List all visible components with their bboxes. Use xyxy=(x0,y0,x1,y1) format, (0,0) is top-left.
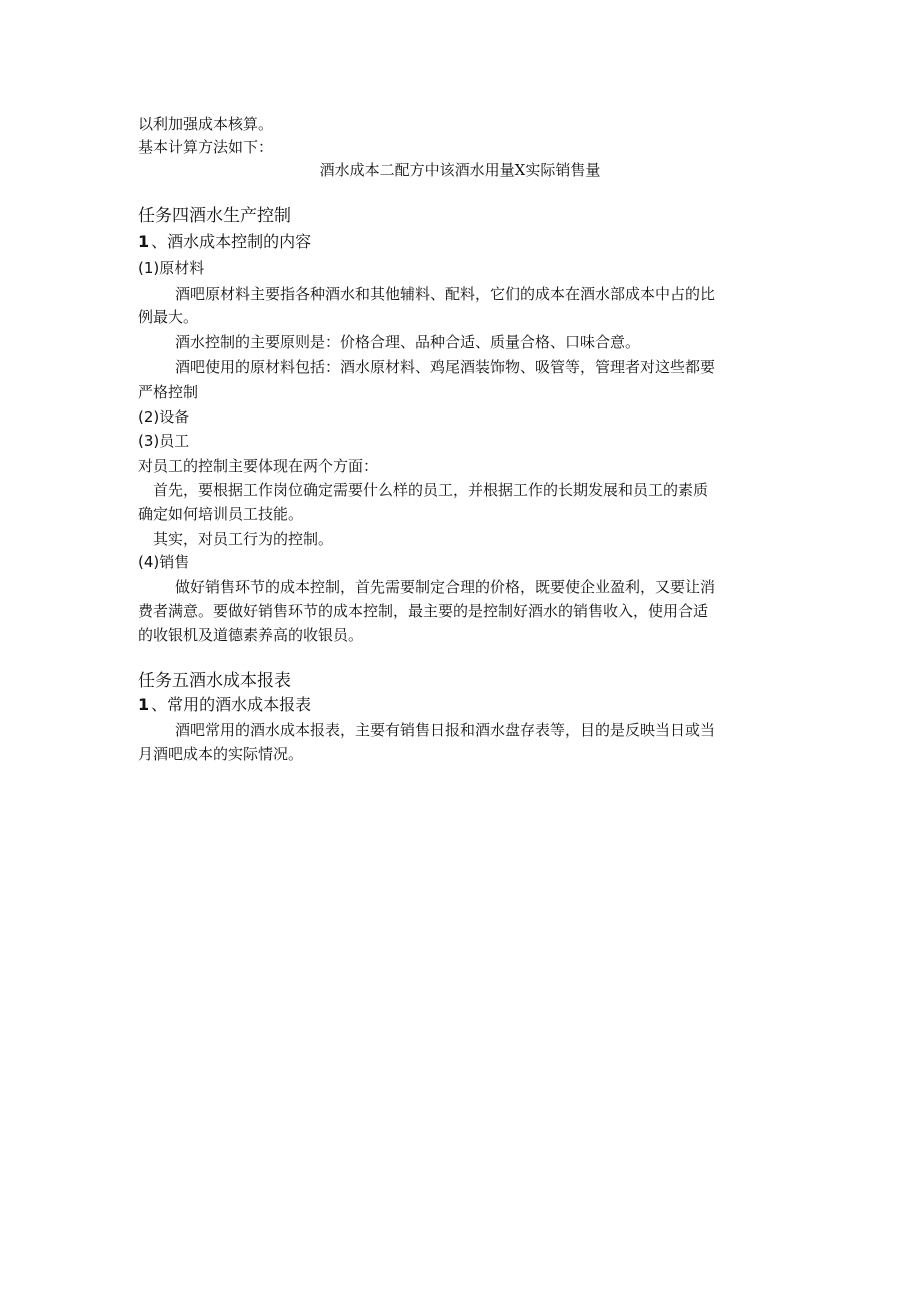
text-line: 以利加强成本核算。 xyxy=(138,115,274,133)
paragraph-line: 例最大。 xyxy=(138,308,199,326)
paragraph-line: 酒水控制的主要原则是：价格合理、品种合适、质量合格、口味合意。 xyxy=(175,333,641,351)
subsection-heading xyxy=(138,231,311,253)
paragraph-line: 确定如何培训员工技能。 xyxy=(138,505,304,523)
paragraph-line: 费者满意。要做好销售环节的成本控制，最主要的是控制好酒水的销售收入，使用合适 xyxy=(138,602,709,620)
paragraph-line: 酒吧常用的酒水成本报表，主要有销售日报和酒水盘存表等，目的是反映当日或当 xyxy=(175,721,716,739)
paragraph-line: 酒吧使用的原材料包括：酒水原材料、鸡尾酒装饰物、吸管等，管理者对这些都要 xyxy=(175,358,716,376)
list-label: (2)设备 xyxy=(138,408,190,426)
text-line: 基本计算方法如下： xyxy=(138,138,274,156)
list-label: (3)员工 xyxy=(138,432,190,450)
paragraph-line: 月酒吧成本的实际情况。 xyxy=(138,745,304,763)
paragraph-line: 严格控制 xyxy=(138,383,199,401)
item-number: 1 xyxy=(138,695,150,714)
paragraph-line: 做好销售环节的成本控制，首先需要制定合理的价格，既要使企业盈利，又要让消 xyxy=(175,578,716,596)
paragraph-line: 对员工的控制主要体现在两个方面： xyxy=(138,457,379,475)
item-text: 、酒水成本控制的内容 xyxy=(151,232,312,251)
section-title-task4: 任务四酒水生产控制 xyxy=(138,206,291,226)
list-label: (1)原材料 xyxy=(138,259,205,277)
paragraph-line: 的收银机及道德素养高的收银员。 xyxy=(138,626,364,644)
formula-line: 酒水成本二配方中该酒水用量X实际销售量 xyxy=(319,161,601,179)
paragraph-line: 其实，对员工行为的控制。 xyxy=(153,530,334,548)
item-text: 、常用的酒水成本报表 xyxy=(151,695,312,714)
list-label: (4)销售 xyxy=(138,553,190,571)
paragraph-line: 首先，要根据工作岗位确定需要什么样的员工，并根据工作的长期发展和员工的素质 xyxy=(153,481,709,499)
section-title-task5: 任务五酒水成本报表 xyxy=(138,671,291,691)
paragraph-line: 酒吧原材料主要指各种酒水和其他辅料、配料，它们的成本在酒水部成本中占的比 xyxy=(175,285,716,303)
item-number: 1 xyxy=(138,232,150,251)
subsection-heading xyxy=(138,694,311,716)
